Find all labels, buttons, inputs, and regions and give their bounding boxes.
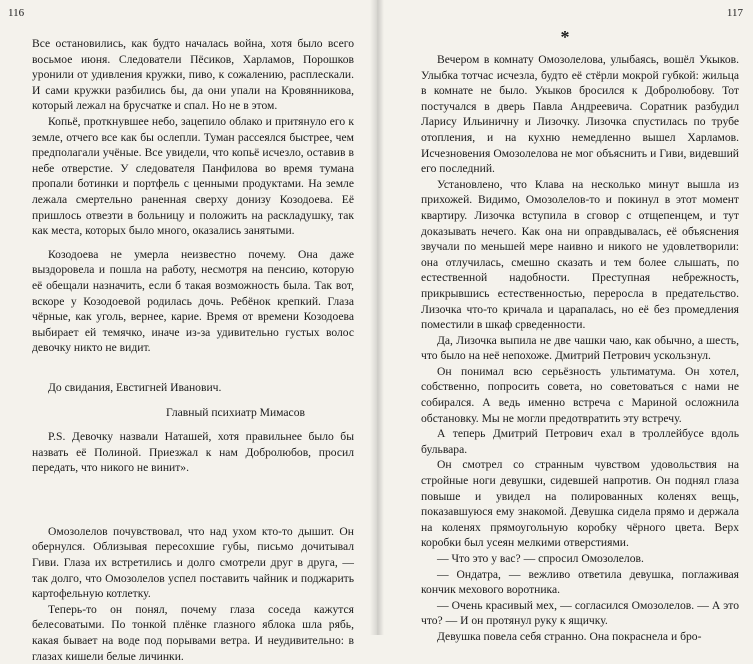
paragraph: Он понимал всю серьёзность ультиматума. Он хотел, собственно, попросить совета, но советоваться с нами не собирался. А ведь именно встреча с Мариной осложнила обстановку. Мы не могли предотвратить эту встречу. — [421, 364, 739, 425]
paragraph: Копьё, проткнувшее небо, зацепило облако и притянуло его к земле, отчего все как бы ослепли. Туман рассеялся быстрее, чем предполагали учёные. Все увидели, что копьё исчезло, оставив в небе отверстие. У следователя Панфилова во время тумана пропали ботинки и портфель с ценными продуктами. На земле лежала смертельно раненная сверху донизу Козодоева. Её пришлось отвезти в больницу и положить на раскладушку, так как места, которых было много, оказались занятыми. — [32, 114, 354, 238]
letter-closing: До свидания, Евстигней Иванович. — [48, 380, 222, 394]
paragraph: Омозолелов почувствовал, что над ухом кто-то дышит. Он обернулся. Облизывая пересохшие губы, письмо дочитывал Гиви. Глаза их встретились и долго смотрели друг в друга, — так долго, что Омозолелов успел поставить чайник и поджарить картофельную котлетку. — [32, 524, 354, 601]
dialogue-line: — Что это у вас? — спросил Омозолелов. — [437, 552, 644, 565]
paragraph: Все остановились, как будто началась война, хотя было всего восьмое июня. Следователи Пёсиков, Харламов, Порошков уронили от удивления кружки, пиво, к сожалению, расплескали. И сами кружки разбились бы, да они упали на Кровянникова, который лежал на брусчатке и спал. Но не в этом. — [32, 37, 354, 113]
right-page-text — [421, 52, 739, 645]
paragraph: Девушка повела себя странно. Она покраснела и бро- — [437, 629, 702, 643]
page-number: 117 — [726, 7, 743, 19]
dialogue-line: — Ондатра, — вежливо ответила девушка, поглаживая кончик мехового воротника. — [421, 567, 739, 597]
letter-signature: Главный психиатр Мимасов — [166, 406, 305, 420]
paragraph: Теперь-то он понял, почему глаза соседа кажутся белесоватыми. По тонкой плёнке глазного яблока шла рябь, какая бывает на воде под порывами ветра. И неудивительно: в глазах кишели белые личинки. — [32, 602, 354, 663]
right-page — [377, 0, 753, 643]
letter-postscript: P.S. Девочку назвали Наташей, хотя правильнее было бы назвать её Полиной. Приезжал к нам Добролюбов, просил передать, что никого не винит». — [32, 430, 354, 475]
section-break-asterisk: * — [560, 27, 570, 47]
dialogue-line: — Очень красивый мех, — согласился Омозолелов. — А это что? — И он протянул руку к ящичку. — [421, 598, 739, 628]
left-page-text — [32, 36, 354, 664]
paragraph: А теперь Дмитрий Петрович ехал в троллейбусе вдоль бульвара. — [421, 427, 739, 456]
paragraph: Козодоева не умерла неизвестно почему. Она даже выздоровела и пошла на работу, несмотря на пенсию, которую её обещали назначить, если б такая возможность была. Так вот, вскоре у Козодоевой родилась дочь. Ребёнок крепкий. Глаза чёрные, как уголь, вернее, карие. Время от времени Козодоева выбирает ей темячко, иначе из-за удивительно густых волос девочку никто не видит. — [32, 247, 354, 355]
left-page — [0, 0, 376, 663]
paragraph: Он смотрел со странным чувством удовольствия на стройные ноги девушки, сидевшей напротив. Он поднял глаза повыше и увидел на полированных коленях вещь, показавшуюся ему знакомой. Девушка сидела прямо и держала на коленях прямоугольную коробку чёрного цвета. Верх коробки был усеян мелкими отверстиями. — [421, 458, 739, 550]
page-number: 116 — [8, 7, 25, 19]
paragraph: Да, Лизочка выпила не две чашки чаю, как обычно, а шесть, что было на неё непохоже. Дмитрий Петрович ускользнул. — [421, 333, 739, 363]
paragraph: Установлено, что Клава на несколько минут вышла из прихожей. Видимо, Омозолелов-то и покинул в этот момент квартиру. Лизочка вступила в сговор с отщепенцем, и тут доказывать нечего. Как она ни оправдывалась, её объяснения звучали по меньшей мере наивно и никого не удовлетворили: она отлучилась, смешно сказать и тем более слышать, по естественной надобности. Преступная небрежность, прикрывшись естественностью, переросла в предательство. Лизочка что-то кричала и царапалась, но её без промедления поместили в шкаф срведенности. — [421, 177, 739, 332]
paragraph: Вечером в комнату Омозолелова, улыбаясь, вошёл Укыков. Улыбка тотчас исчезла, будто её стёрли мокрой губкой: жильца в комнате не было. Укыков бросился к Добролюбову. Тот постучался в дверь Павла Андреевича. Соратник разбудил Ларису Ильиничну и Лизочку. Лизочка спустилась по трубе отопления, и на кухню немедленно вышел Харламов. Исчезновения Омозолелова не мог объяснить и Гиви, видевший его последний. — [421, 53, 739, 176]
